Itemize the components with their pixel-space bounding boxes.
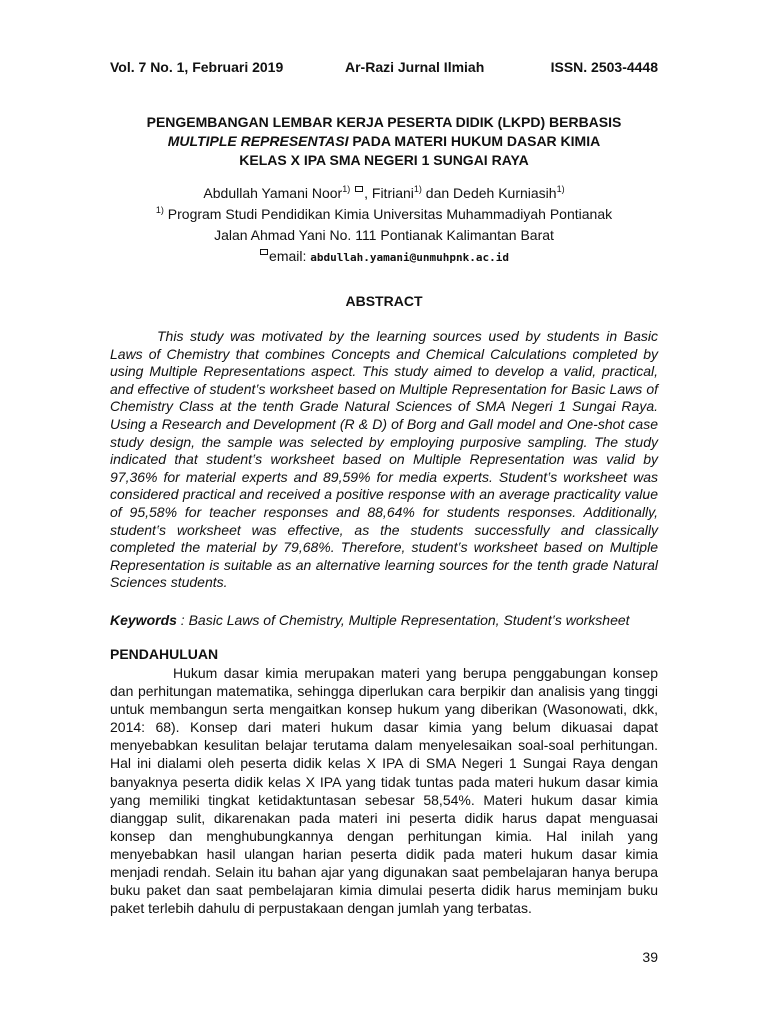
author-2-affiliation-mark: 1) <box>413 184 422 194</box>
author-line <box>110 183 658 204</box>
author-name-3: dan Dedeh Kurniasih <box>421 185 557 201</box>
email-address: abdullah.yamani@unmuhpnk.ac.id <box>310 251 509 264</box>
keywords-text: : Basic Laws of Chemistry, Multiple Representation, Student‛s worksheet <box>176 612 630 628</box>
page-number: 39 <box>642 949 658 965</box>
paper-title <box>110 113 658 170</box>
author-name-2: , Fitriani <box>364 185 414 201</box>
abstract-text: This study was motivated by the learning sources used by students in Basic Laws of Chemistry that combines Concepts and Chemical Calculations completed by using Multiple Representations aspect. This study aimed to develop a valid, practical, and effective of student‛s worksheet based on Multiple Representation for Basic Laws of Chemistry Class at the tenth Grade Natural Sciences of SMA Negeri 1 Sungai Raya. Using a Research and Development (R & D) of Borg and Gall model and One-shot case study design, the sample was selected by employing purposive sampling. The study indicated that student‛s worksheet based on Multiple Representation was valid by 97,36% for material experts and 89,59% for media experts. Student‛s worksheet was considered practical and received a positive response with an average practicality value of 95,58% for teacher responses and 88,64% for students responses. Additionally, student‛s worksheet was effective, as the students successfully and classically completed the material by 79,68%. Therefore, student‛s worksheet based on Multiple Representation is suitable as an alternative learning sources for the tenth grade Natural Sciences students. <box>110 328 658 591</box>
affiliation-mark: 1) <box>155 205 164 215</box>
title-line-2 <box>110 132 658 151</box>
author-3-affiliation-mark: 1) <box>556 184 565 194</box>
paper-page <box>110 0 658 1024</box>
envelope-icon <box>355 186 363 192</box>
header-issn: ISSN. 2503-4448 <box>550 59 658 75</box>
section-heading-introduction: PENDAHULUAN <box>110 646 219 662</box>
envelope-icon <box>260 249 268 255</box>
affiliation-text: Program Studi Pendidikan Kimia Universitas Muhammadiyah Pontianak <box>163 206 613 222</box>
introduction-paragraph: Hukum dasar kimia merupakan materi yang berupa penggabungan konsep dan perhitungan matematika, sehingga diperlukan cara berpikir dan analisis yang tinggi untuk membangun serta mengaitkan konsep hukum yang diberikan (Wasonowati, dkk, 2014: 68). Konsep dari materi hukum dasar kimia yang belum dikuasai dapat menyebabkan kesulitan belajar terutama dalam menyelesaikan soal-soal perhitungan. Hal ini dialami oleh peserta didik kelas X IPA di SMA Negeri 1 Sungai Raya dengan banyaknya peserta didik kelas X IPA yang tidak tuntas pada materi hukum dasar kimia yang memiliki tingkat ketidaktuntasan sebesar 58,54%. Materi hukum dasar kimia dianggap sulit, dikarenakan pada materi ini peserta didik harus dapat menguasai konsep dan menghubungkannya dengan perhitungan kimia. Hal inilah yang menyebabkan hasil ulangan harian peserta didik pada materi hukum dasar kimia menjadi rendah. Selain itu bahan ajar yang digunakan saat pembelajaran hanya berupa buku paket dan saat pembelajaran kimia dimulai peserta didik harus meminjam buku paket terlebih dahulu di perpustakaan dengan jumlah yang terbatas. <box>110 665 658 917</box>
author-name-1: Abdullah Yamani Noor <box>203 185 343 201</box>
header-volume: Vol. 7 No. 1, Februari 2019 <box>110 59 284 75</box>
keywords-label: Keywords <box>110 612 177 628</box>
address-line: Jalan Ahmad Yani No. 111 Pontianak Kalimantan Barat <box>214 227 554 243</box>
author-1-affiliation-mark: 1) <box>342 184 351 194</box>
title-line-2-rest: PADA MATERI HUKUM DASAR KIMIA <box>348 133 601 149</box>
title-line-1: PENGEMBANGAN LEMBAR KERJA PESERTA DIDIK (LKPD) BERBASIS <box>146 114 622 130</box>
email-label: email: <box>269 248 311 264</box>
header-journal: Ar-Razi Jurnal Ilmiah <box>345 59 485 75</box>
abstract-heading: ABSTRACT <box>345 293 423 309</box>
email-line <box>110 246 658 268</box>
keywords <box>110 611 658 629</box>
affiliation-line <box>110 204 658 225</box>
title-line-3: KELAS X IPA SMA NEGERI 1 SUNGAI RAYA <box>239 152 529 168</box>
author-block <box>110 183 658 268</box>
title-italic-term: MULTIPLE REPRESENTASI <box>167 133 349 149</box>
